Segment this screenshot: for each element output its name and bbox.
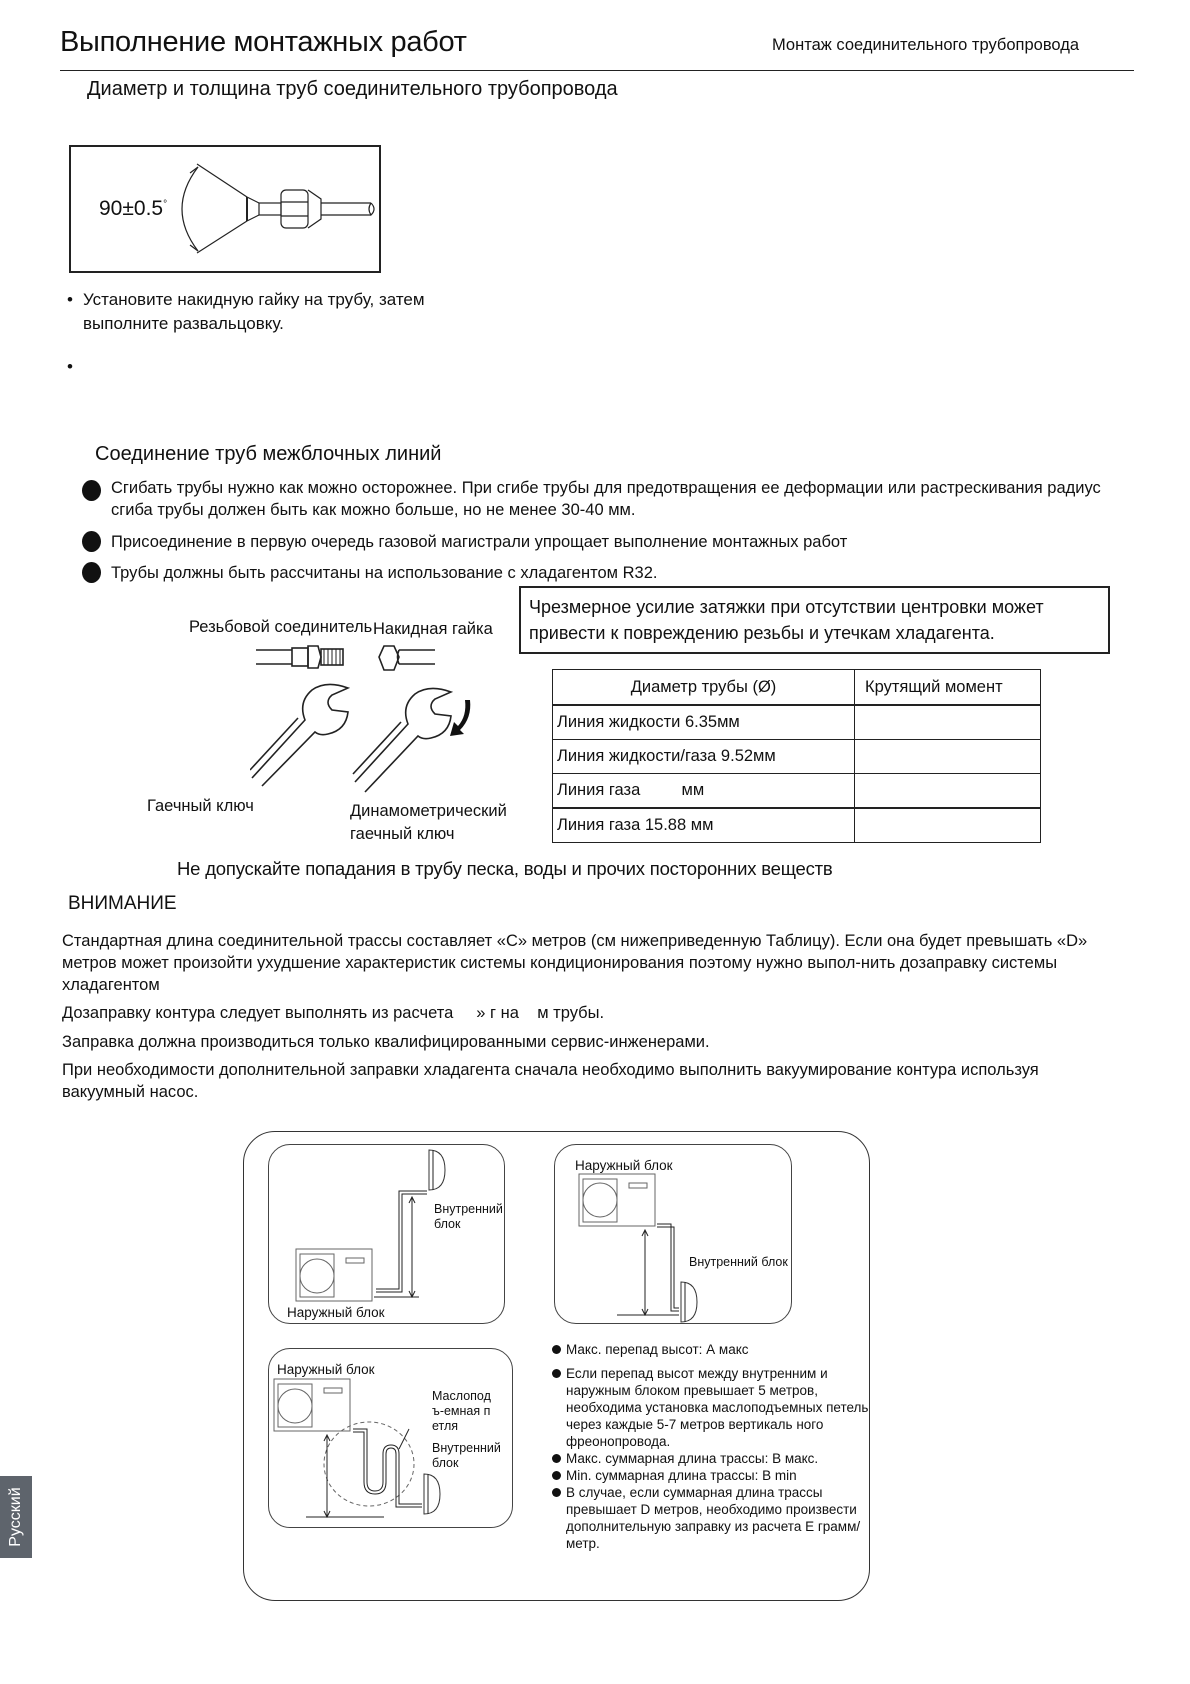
torque-table <box>552 669 1041 843</box>
bullet-icon <box>82 531 101 552</box>
table-cell <box>855 774 1041 809</box>
wrench-icon <box>250 684 348 786</box>
attention-paragraph-2: Дозаправку контура следует выполнять из расчета » г на м трубы. <box>62 1004 605 1022</box>
torque-wrench-icon <box>353 688 451 792</box>
indoor-unit-icon <box>429 1150 445 1190</box>
outdoor-unit-label: Наружный блок <box>575 1158 673 1173</box>
bullet-icon: • <box>67 290 73 309</box>
oil-trap-pipe <box>353 1429 422 1504</box>
attention-paragraph-3: Заправка должна производиться только квалифицированными сервис-инженерами. <box>62 1033 710 1051</box>
table-cell <box>855 740 1041 774</box>
outdoor-below-illustration <box>269 1145 504 1323</box>
table-cell: Линия газа 15.88 мм <box>553 808 855 843</box>
note-item: Если перепад высот между внутренним и наружным блоком превышает 5 метров, необходима установка маслоподъемных петель через каждые 5-7 метров вертикаль ного фреонопровода. <box>550 1365 880 1450</box>
table-row <box>553 808 1041 843</box>
table-cell <box>855 808 1041 843</box>
warning-box: Чрезмерное усилие затяжки при отсутствии центровки может привести к повреждению резьбы и утечкам хладагента. <box>519 586 1110 654</box>
indoor-unit-icon <box>424 1474 440 1514</box>
diagram-panel-outdoor-below <box>268 1144 505 1324</box>
outdoor-unit-label: Наружный блок <box>287 1305 385 1320</box>
connection-bullet-2: Присоединение в первую очередь газовой магистрали упрощает выполнение монтажных работ <box>82 531 1142 553</box>
bullet-icon <box>82 562 101 583</box>
oil-trap-circle <box>324 1422 414 1506</box>
header-divider <box>60 70 1134 71</box>
table-row <box>553 705 1041 740</box>
flare-diagram <box>69 145 381 273</box>
threaded-connector-label: Резьбовой соединитель <box>189 618 373 636</box>
flare-bullet-1: • Установите накидную гайку на трубу, затем выполните развальцовку. <box>67 290 425 333</box>
outdoor-unit-label: Наружный блок <box>277 1362 375 1377</box>
section-title: Монтаж соединительного трубопровода <box>772 36 1080 54</box>
indoor-unit-label: Внутренний блок <box>432 1441 501 1470</box>
table-header-row <box>553 670 1041 706</box>
note-item: Min. суммарная длина трассы: В min <box>550 1467 880 1484</box>
oil-trap-label: Маслоподъ-емная петля <box>432 1389 491 1433</box>
note-item: Макс. суммарная длина трассы: В макс. <box>550 1450 880 1467</box>
diagram-panel-oil-trap <box>268 1348 513 1528</box>
indoor-unit-label: Внутренний блок <box>434 1202 503 1231</box>
column-header: Крутящий момент <box>855 670 1041 706</box>
indoor-unit-icon <box>681 1282 697 1322</box>
diagram-notes <box>550 1341 880 1552</box>
flare-heading: Диаметр и толщина труб соединительного трубопровода <box>87 78 618 100</box>
page-title: Выполнение монтажных работ <box>60 26 467 58</box>
column-header: Диаметр трубы (Ø) <box>553 670 855 706</box>
indoor-unit-label: Внутренний блок <box>689 1255 788 1269</box>
foreign-matter-note: Не допускайте попадания в трубу песка, воды и прочих посторонних веществ <box>177 858 833 879</box>
table-row <box>553 740 1041 774</box>
flare-bullet-2 <box>67 355 73 379</box>
attention-heading: ВНИМАНИЕ <box>68 893 177 914</box>
connection-bullet-3: Трубы должны быть рассчитаны на использование с хладагентом R32. <box>82 562 1142 584</box>
table-cell <box>855 705 1041 740</box>
flare-nut-label: Накидная гайка <box>373 620 493 638</box>
bullet-icon: • <box>67 357 73 376</box>
table-cell: Линия жидкости/газа 9.52мм <box>553 740 855 774</box>
note-item: Макс. перепад высот: А макс <box>550 1341 880 1358</box>
rotation-arrow-icon <box>450 700 470 736</box>
table-row <box>553 774 1041 809</box>
tools-illustration <box>250 640 550 800</box>
language-tab-label: Русский <box>7 1487 24 1547</box>
flared-pipe-icon <box>71 147 379 271</box>
diagram-panel-outdoor-above <box>554 1144 792 1324</box>
wrench-label: Гаечный ключ <box>147 797 254 815</box>
connection-bullet-1: Сгибать трубы нужно как можно осторожнее. При сгибе трубы для предотвращения ее деформации или растрескивания радиус сгиба трубы должен быть как можно больше, но не менее 30-40 мм. <box>82 477 1142 521</box>
threaded-connector-icon <box>256 646 343 668</box>
language-tab <box>0 1476 32 1558</box>
torque-wrench-label: Динамометрический гаечный ключ <box>350 802 507 843</box>
flare-angle-label: 90±0.5° <box>99 197 168 220</box>
flare-nut-icon <box>379 646 435 670</box>
note-item: В случае, если суммарная длина трассы превышает D метров, необходимо произвести дополнительную заправку из расчета Е грамм/метр. <box>550 1484 866 1552</box>
attention-paragraph-4: При необходимости дополнительной заправки хладагента сначала необходимо выполнить вакуумирование контура используя вакуумный насос. <box>62 1061 1039 1101</box>
bullet-icon <box>82 480 101 501</box>
table-cell: Линия жидкости 6.35мм <box>553 705 855 740</box>
table-cell: Линия газа мм <box>553 774 855 809</box>
connection-heading: Соединение труб межблочных линий <box>95 443 442 465</box>
attention-paragraph-1: Стандартная длина соединительной трассы составляет «C» метров (см нижеприведенную Таблицу). Если она будет превышать «D» метров может произойти ухудшение характеристик системы кондиционирования поэтому нужно выпол-нить дозаправку системы хладагентом <box>62 932 1088 994</box>
